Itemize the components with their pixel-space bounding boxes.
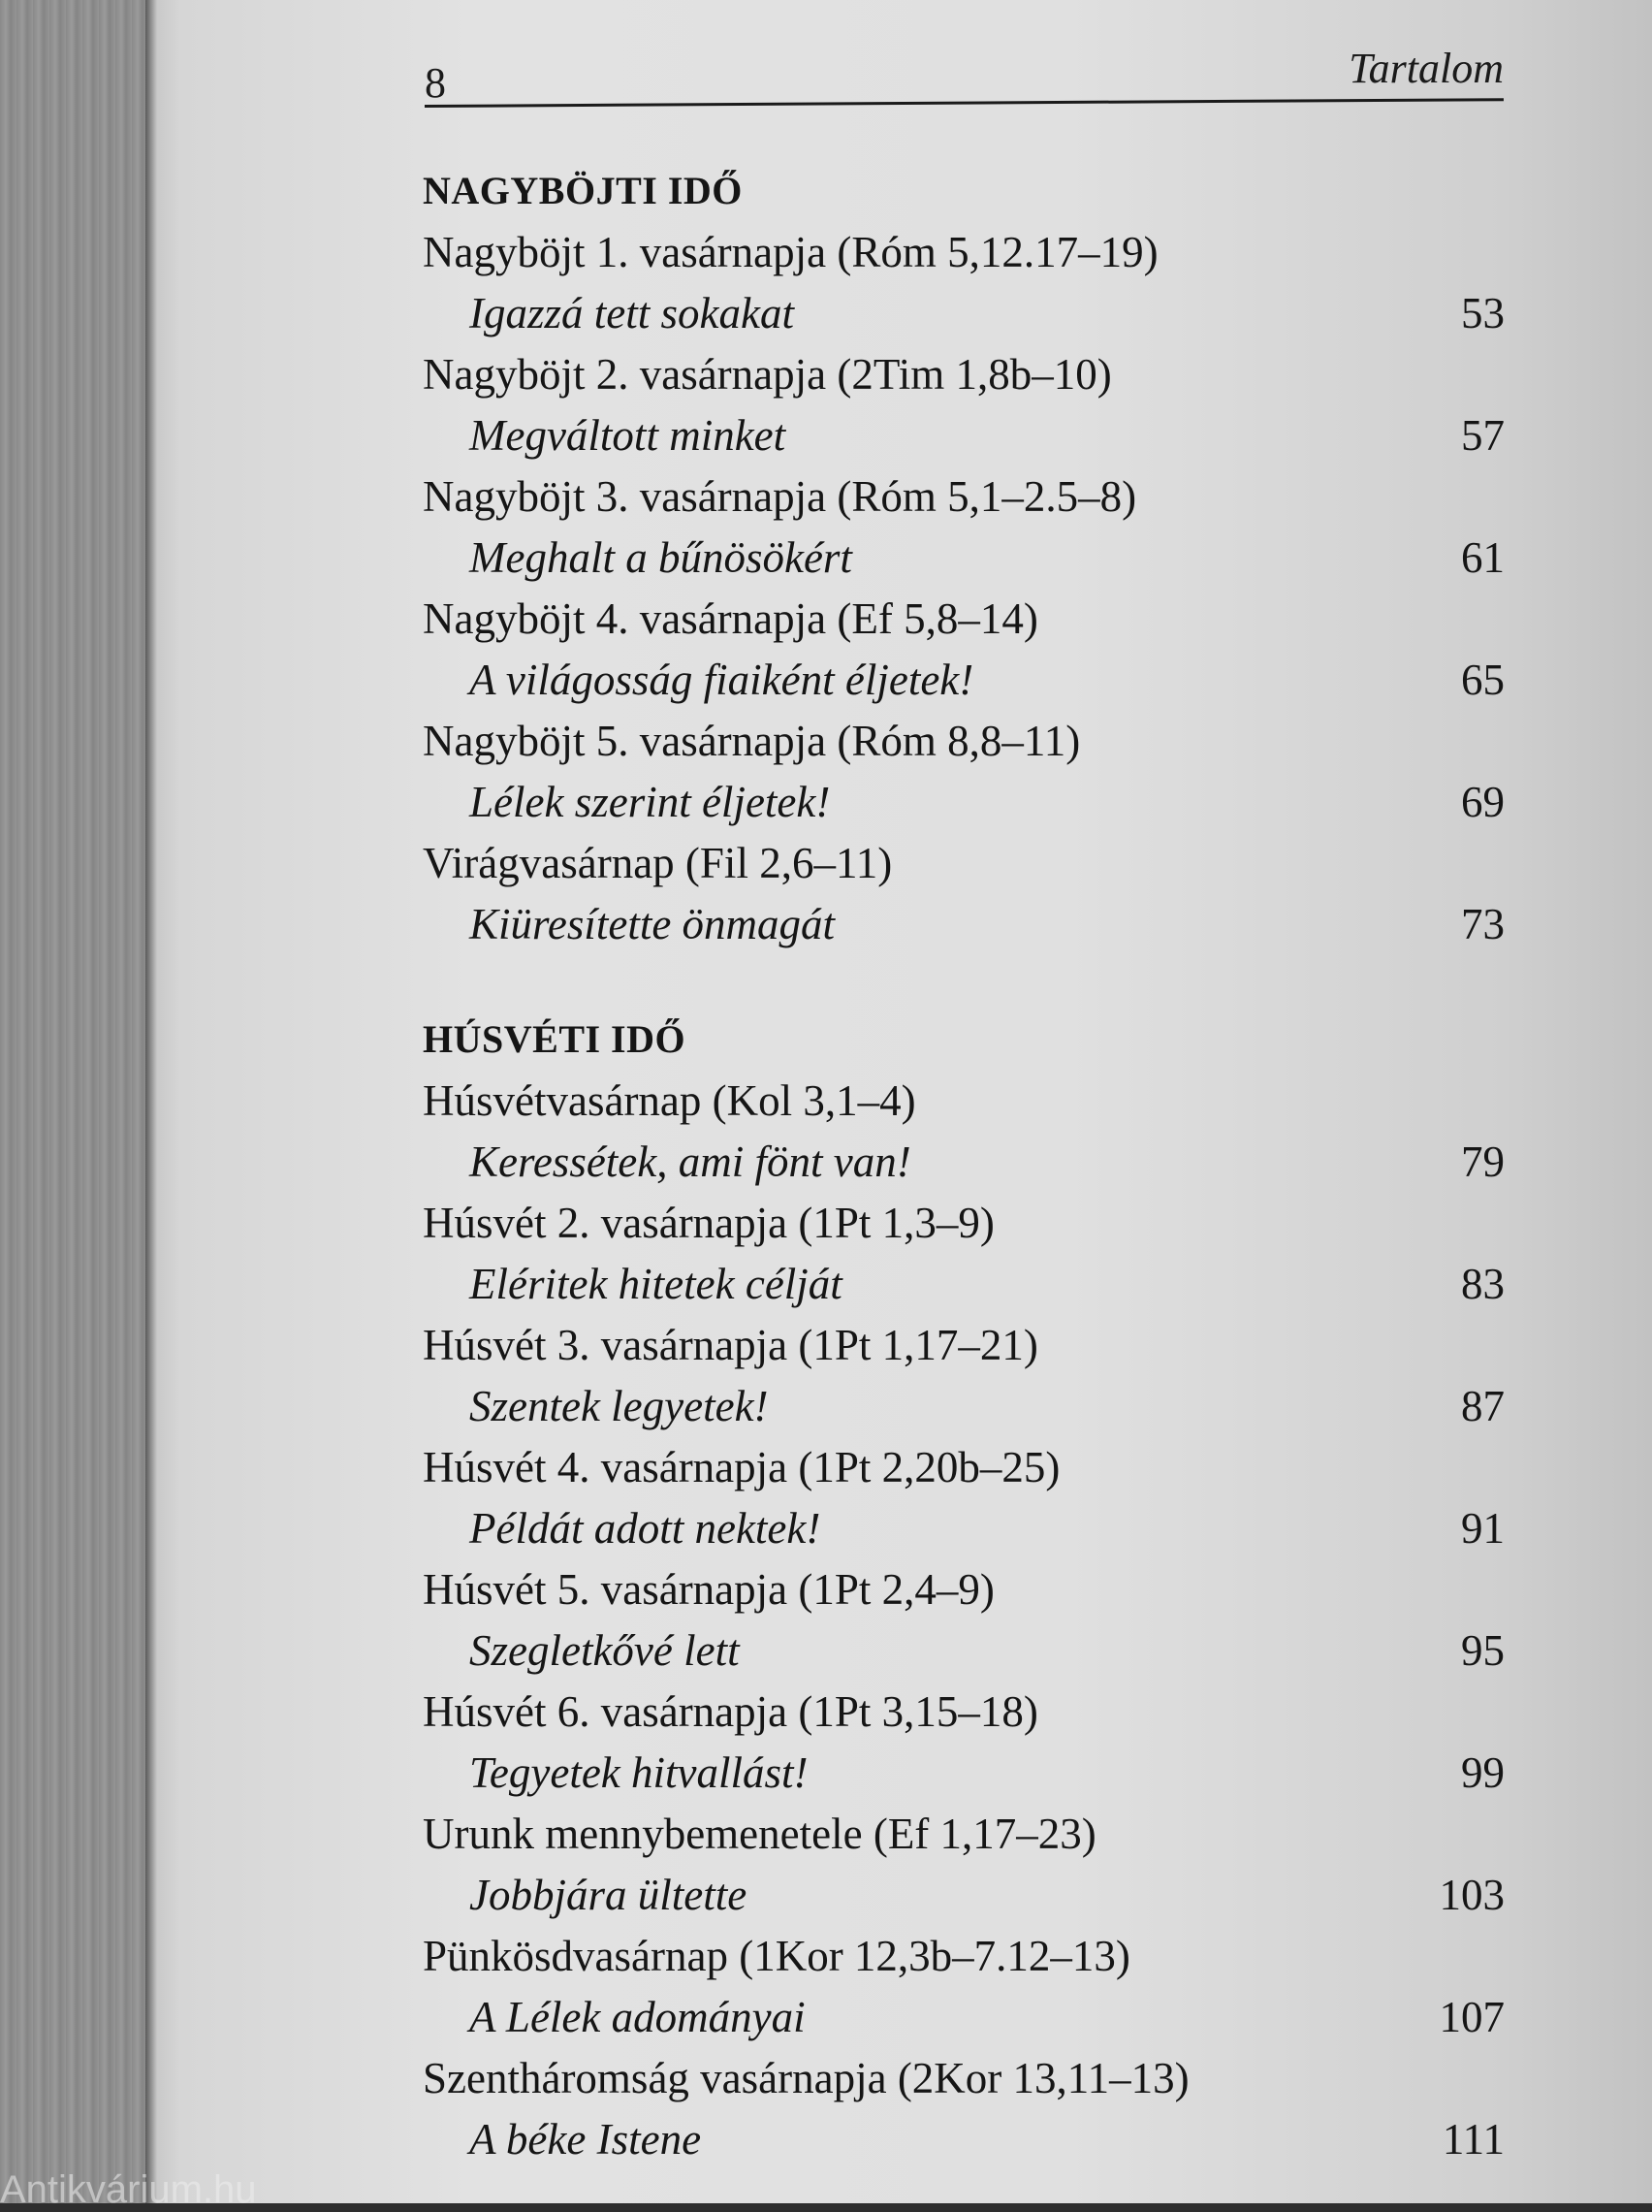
toc-entry-page-number: 53 [1461,289,1505,337]
toc-entry-row [423,1865,1505,1926]
toc-entry-subtitle: Eléritek hitetek célját [469,1260,842,1308]
toc-entry-page-number: 91 [1461,1504,1505,1553]
toc-entry-subtitle: Lélek szerint éljetek! [469,778,831,826]
toc-entry-heading: Húsvét 3. vasárnapja (1Pt 1,17–21) [423,1321,1038,1369]
toc-entry-row [423,1254,1505,1315]
toc-entry-row [423,894,1505,955]
toc-entry-heading: Virágvasárnap (Fil 2,6–11) [423,839,893,887]
toc-entry-row [423,1620,1505,1682]
page-edge [145,0,184,2203]
book-binding [0,0,145,2203]
page-number: 8 [425,59,446,107]
toc-entry-row [423,1498,1505,1559]
toc-entry-heading: Húsvét 5. vasárnapja (1Pt 2,4–9) [423,1565,995,1614]
section-title: HÚSVÉTI IDŐ [423,1017,686,1061]
toc-entry-page-number: 79 [1461,1138,1505,1186]
toc-entry-row [423,772,1505,833]
toc-entry-subtitle: A világosság fiaiként éljetek! [469,656,974,704]
toc-entry-heading: Nagyböjt 4. vasárnapja (Ef 5,8–14) [423,594,1038,643]
toc-entry-heading: Pünkösdvasárnap (1Kor 12,3b–7.12–13) [423,1932,1130,1980]
toc-entry-row [423,1987,1505,2048]
section-husveti [423,1009,1505,2170]
toc-entry-page-number: 69 [1461,778,1505,826]
toc-entry-row [423,1132,1505,1193]
watermark: Antikvárium.hu [0,2168,257,2211]
toc-entry-subtitle: Megváltott minket [469,411,786,460]
toc-entry-subtitle: Szegletkővé lett [469,1626,740,1675]
toc-entry-subtitle: Példát adott nektek! [469,1504,821,1553]
section-nagyboejti [423,160,1505,955]
toc-entry-subtitle: Kiüresítette önmagát [469,900,836,948]
toc-entry-heading: Urunk mennybemenetele (Ef 1,17–23) [423,1810,1096,1858]
toc-entry-heading: Húsvét 2. vasárnapja (1Pt 1,3–9) [423,1199,995,1247]
toc-entry-subtitle: Keressétek, ami fönt van! [469,1138,911,1186]
toc-entry-page-number: 107 [1439,1993,1505,2041]
toc-entry-subtitle: Meghalt a bűnösökért [469,533,852,582]
toc-entry-heading: Húsvét 6. vasárnapja (1Pt 3,15–18) [423,1687,1038,1736]
toc-entry-heading: Nagyböjt 2. vasárnapja (2Tim 1,8b–10) [423,350,1112,399]
toc-entry-row [423,1743,1505,1804]
toc-entry-page-number: 61 [1461,533,1505,582]
toc-entry-subtitle: Tegyetek hitvallást! [469,1748,809,1797]
toc-entry-subtitle: Szentek legyetek! [469,1382,769,1430]
toc-entry-heading: Nagyböjt 3. vasárnapja (Róm 5,1–2.5–8) [423,472,1137,521]
toc-entry-page-number: 57 [1461,411,1505,460]
toc-entry-subtitle: A Lélek adományai [469,1993,806,2041]
running-header-title: Tartalom [1349,45,1504,92]
toc-entry-row [423,283,1505,344]
toc-entry-page-number: 103 [1439,1871,1505,1919]
toc-entry-page-number: 87 [1461,1382,1505,1430]
toc-entry-subtitle: A béke Istene [469,2115,702,2164]
toc-entry-row [423,650,1505,711]
toc-entry-page-number: 73 [1461,900,1505,948]
toc-entry-row [423,2109,1505,2170]
toc-entry-page-number: 83 [1461,1260,1505,1308]
toc-entry-heading: Szentháromság vasárnapja (2Kor 13,11–13) [423,2054,1190,2102]
toc-entry-heading: Nagyböjt 5. vasárnapja (Róm 8,8–11) [423,717,1081,765]
toc-entry-heading: Húsvétvasárnap (Kol 3,1–4) [423,1076,916,1125]
toc-entry-row [423,528,1505,589]
toc-entry-subtitle: Igazzá tett sokakat [469,289,794,337]
toc-entry-subtitle: Jobbjára ültette [469,1871,747,1919]
toc-entry-page-number: 111 [1442,2115,1505,2164]
toc-entry-heading: Húsvét 4. vasárnapja (1Pt 2,20b–25) [423,1443,1061,1491]
toc-entry-row [423,1376,1505,1437]
toc-entry-heading: Nagyböjt 1. vasárnapja (Róm 5,12.17–19) [423,228,1159,276]
toc-entry-page-number: 99 [1461,1748,1505,1797]
toc-entry-page-number: 65 [1461,656,1505,704]
toc-entry-row [423,405,1505,466]
toc-entry-page-number: 95 [1461,1626,1505,1675]
section-title: NAGYBÖJTI IDŐ [423,169,743,212]
